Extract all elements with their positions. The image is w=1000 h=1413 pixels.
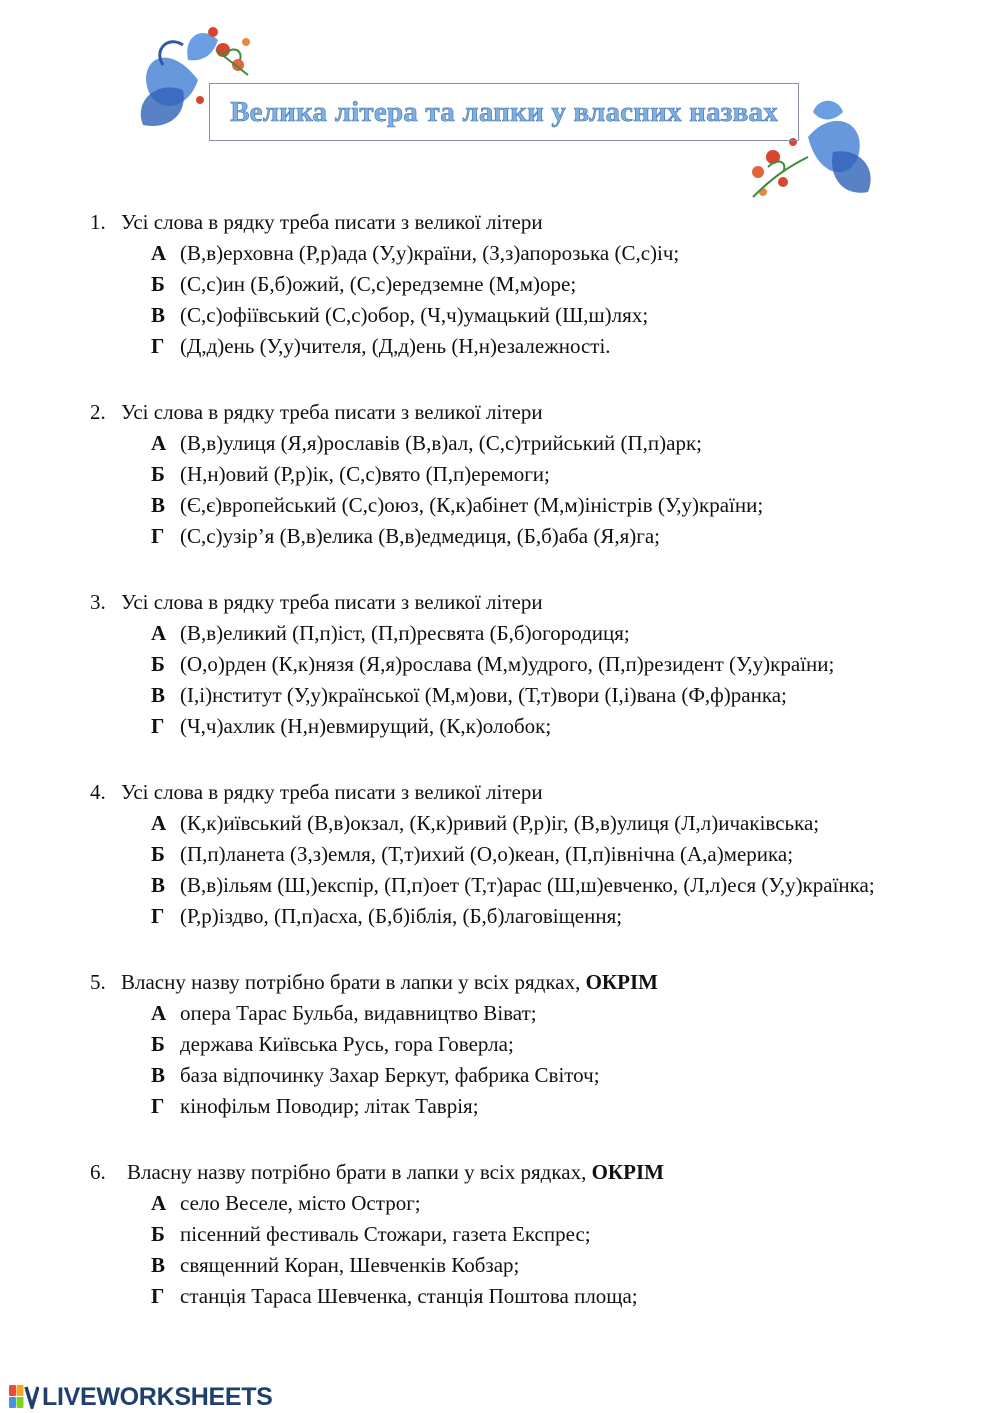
- footer-brand[interactable]: [9, 1381, 273, 1413]
- question: [90, 777, 970, 932]
- option-letter: Б: [151, 462, 165, 486]
- question: [90, 967, 970, 1122]
- answer-option[interactable]: [151, 459, 970, 490]
- answer-option[interactable]: [151, 680, 970, 711]
- option-text: (О,о)рден (К,к)нязя (Я,я)рослава (М,м)удрого, (П,п)резидент (У,у)країни;: [180, 652, 835, 676]
- option-letter: В: [151, 303, 166, 327]
- answer-option[interactable]: [151, 1188, 970, 1219]
- option-text: (П,п)ланета (З,з)емля, (Т,т)ихий (О,о)кеан, (П,п)івнічна (А,а)мерика;: [180, 842, 794, 866]
- option-letter: Г: [151, 714, 165, 738]
- option-letter: Г: [151, 334, 165, 358]
- option-letter: Г: [151, 904, 165, 928]
- question-text: [121, 967, 658, 998]
- question-number: 1.: [90, 210, 106, 234]
- option-letter: А: [151, 1191, 167, 1215]
- question-stem: [90, 207, 970, 238]
- option-text: опера Тарас Бульба, видавництво Віват;: [180, 1001, 537, 1025]
- question-text: Усі слова в рядку треба писати з великої літери: [121, 780, 543, 804]
- option-letter: В: [151, 683, 166, 707]
- option-text: (В,в)улиця (Я,я)рославів (В,в)ал, (С,с)трийський (П,п)арк;: [180, 431, 703, 455]
- page-title: Велика літера та лапки у власних назвах: [230, 95, 778, 128]
- answer-option[interactable]: [151, 1219, 970, 1250]
- option-letter: А: [151, 431, 167, 455]
- answer-option[interactable]: [151, 331, 970, 362]
- option-text: кінофільм Поводир; літак Таврія;: [180, 1094, 479, 1118]
- option-letter: Г: [151, 1284, 165, 1308]
- answer-option[interactable]: [151, 428, 970, 459]
- option-letter: Б: [151, 1222, 165, 1246]
- option-text: (Є,є)вропейський (С,с)оюз, (К,к)абінет (М,м)іністрів (У,у)країни;: [180, 493, 764, 517]
- question-stem: [90, 587, 970, 618]
- option-letter: А: [151, 241, 167, 265]
- option-text: станція Тараса Шевченка, станція Поштова площа;: [180, 1284, 638, 1308]
- option-text: священний Коран, Шевченків Кобзар;: [180, 1253, 520, 1277]
- option-letter: А: [151, 621, 167, 645]
- answer-option[interactable]: [151, 618, 970, 649]
- question-emphasis: ОКРІМ: [585, 970, 658, 994]
- answer-option[interactable]: [151, 521, 970, 552]
- option-letter: В: [151, 1063, 166, 1087]
- question-emphasis: ОКРІМ: [591, 1160, 664, 1184]
- question-stem: [90, 777, 970, 808]
- option-text: (Д,д)ень (У,у)чителя, (Д,д)ень (Н,н)езалежності.: [180, 334, 611, 358]
- question-stem-text: Власну назву потрібно брати в лапки у всіх рядках,: [121, 970, 586, 994]
- option-letter: Б: [151, 842, 165, 866]
- answer-option[interactable]: [151, 808, 970, 839]
- option-text: (Ч,ч)ахлик (Н,н)евмирущий, (К,к)олобок;: [180, 714, 552, 738]
- question-text: Усі слова в рядку треба писати з великої літери: [121, 210, 543, 234]
- option-text: (С,с)офіївський (С,с)обор, (Ч,ч)умацький (Ш,ш)лях;: [180, 303, 649, 327]
- title-box: [209, 83, 799, 141]
- option-text: (І,і)нститут (У,у)країнської (М,м)ови, (Т,т)вори (І,і)вана (Ф,ф)ранка;: [180, 683, 787, 707]
- question-number: 5.: [90, 970, 106, 994]
- answer-option[interactable]: [151, 238, 970, 269]
- option-letter: Б: [151, 1032, 165, 1056]
- answer-option[interactable]: [151, 1060, 970, 1091]
- option-text: (Р,р)іздво, (П,п)асха, (Б,б)іблія, (Б,б)лаговіщення;: [180, 904, 623, 928]
- answer-option[interactable]: [151, 998, 970, 1029]
- footer-brand-text: LIVEWORKSHEETS: [42, 1382, 273, 1411]
- question-number: 2.: [90, 400, 106, 424]
- question-stem-text: Власну назву потрібно брати в лапки у всіх рядках,: [127, 1160, 592, 1184]
- answer-option[interactable]: [151, 839, 970, 870]
- option-letter: А: [151, 811, 167, 835]
- question-stem: [90, 397, 970, 428]
- option-text: (Н,н)овий (Р,р)ік, (С,с)вято (П,п)еремоги;: [180, 462, 550, 486]
- answer-option[interactable]: [151, 490, 970, 521]
- option-letter: Г: [151, 1094, 165, 1118]
- option-letter: Г: [151, 524, 165, 548]
- answer-option[interactable]: [151, 1029, 970, 1060]
- option-letter: В: [151, 1253, 166, 1277]
- answer-option[interactable]: [151, 870, 970, 901]
- option-text: (В,в)еликий (П,п)іст, (П,п)ресвята (Б,б)огородиця;: [180, 621, 630, 645]
- option-text: (В,в)ерховна (Р,р)ада (У,у)країни, (З,з)апорозька (С,с)іч;: [180, 241, 680, 265]
- option-text: (В,в)ільям (Ш,)експір, (П,п)оет (Т,т)арас (Ш,ш)евченко, (Л,л)еся (У,у)країнка;: [180, 873, 875, 897]
- question: [90, 397, 970, 552]
- option-text: село Веселе, місто Острог;: [180, 1191, 421, 1215]
- answer-option[interactable]: [151, 1091, 970, 1122]
- question: [90, 1157, 970, 1312]
- option-letter: Б: [151, 652, 165, 676]
- question-number: 4.: [90, 780, 106, 804]
- option-text: (К,к)иївський (В,в)окзал, (К,к)ривий (Р,р)іг, (В,в)улиця (Л,л)ичаківська;: [180, 811, 820, 835]
- answer-option[interactable]: [151, 649, 970, 680]
- answer-option[interactable]: [151, 269, 970, 300]
- question-text: [127, 1157, 664, 1188]
- question: [90, 207, 970, 362]
- option-text: база відпочинку Захар Беркут, фабрика Світоч;: [180, 1063, 600, 1087]
- option-text: держава Київська Русь, гора Говерла;: [180, 1032, 514, 1056]
- question-list: [90, 207, 970, 1347]
- question-number: 6.: [90, 1160, 106, 1184]
- liveworksheets-logo-icon: [9, 1385, 39, 1409]
- option-text: пісенний фестиваль Стожари, газета Експрес;: [180, 1222, 591, 1246]
- question: [90, 587, 970, 742]
- question-number: 3.: [90, 590, 106, 614]
- question-text: Усі слова в рядку треба писати з великої літери: [121, 400, 543, 424]
- option-text: (С,с)узір’я (В,в)елика (В,в)едмедиця, (Б,б)аба (Я,я)га;: [180, 524, 661, 548]
- answer-option[interactable]: [151, 1281, 970, 1312]
- answer-option[interactable]: [151, 711, 970, 742]
- question-stem: [90, 967, 970, 998]
- question-text: Усі слова в рядку треба писати з великої літери: [121, 590, 543, 614]
- option-letter: В: [151, 873, 166, 897]
- option-letter: В: [151, 493, 166, 517]
- answer-option[interactable]: [151, 1250, 970, 1281]
- question-stem: [90, 1157, 970, 1188]
- option-text: (С,с)ин (Б,б)ожий, (С,с)ередземне (М,м)оре;: [180, 272, 577, 296]
- answer-option[interactable]: [151, 300, 970, 331]
- option-letter: А: [151, 1001, 167, 1025]
- answer-option[interactable]: [151, 901, 970, 932]
- option-letter: Б: [151, 272, 165, 296]
